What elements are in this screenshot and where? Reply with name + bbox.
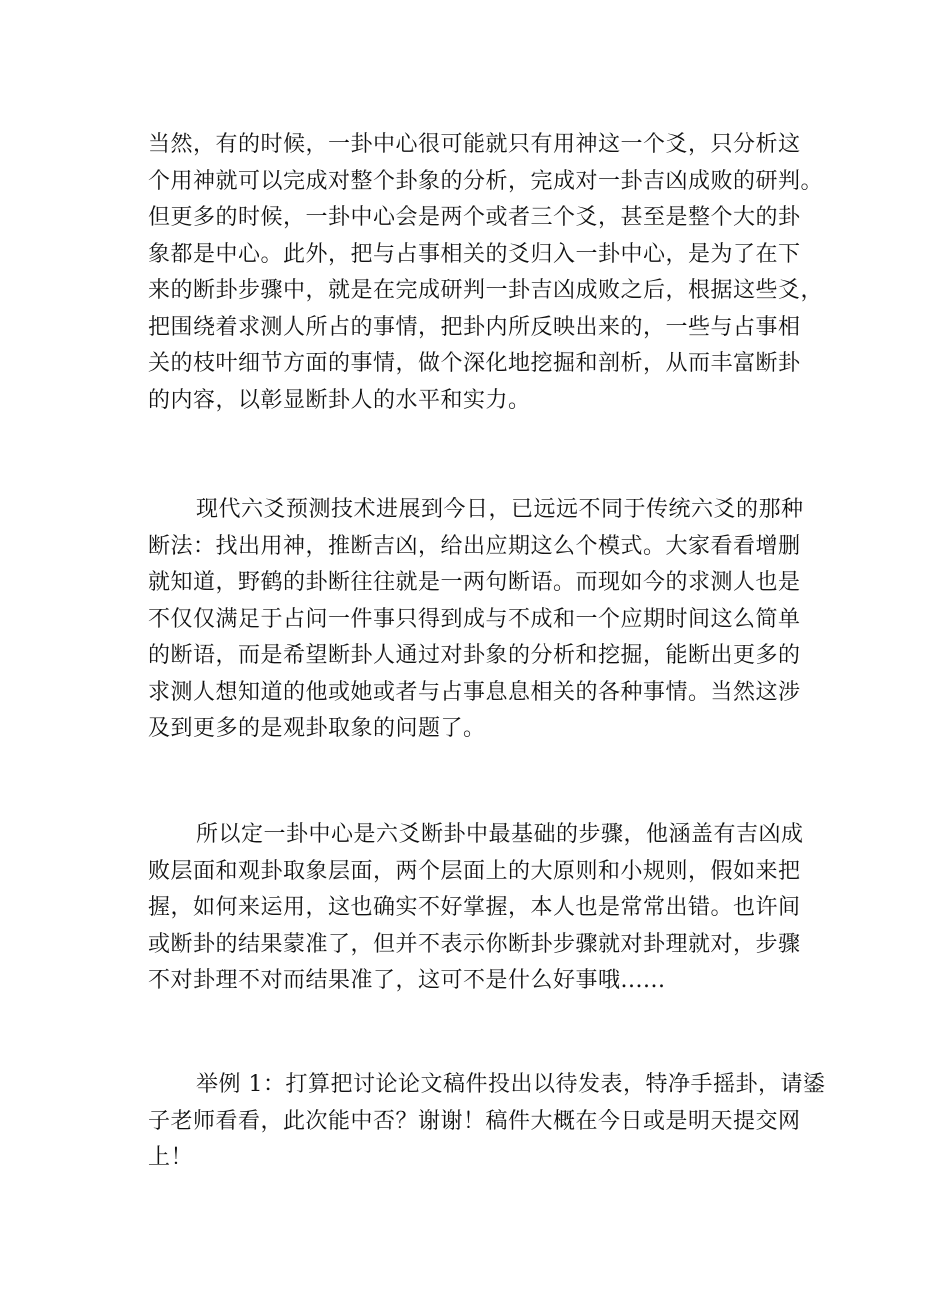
paragraph-4: [148, 1067, 878, 1177]
paragraph-1: [148, 127, 878, 419]
paragraph-2: [148, 492, 878, 748]
paragraph-line: 断法：找出用神，推断吉凶，给出应期这么个模式。大家看看增删: [148, 533, 801, 559]
paragraph-line: 败层面和观卦取象层面，两个层面上的大原则和小规则，假如来把: [148, 858, 801, 884]
paragraph-line: 所以定一卦中心是六爻断卦中最基础的步骤，他涵盖有吉凶成: [196, 822, 804, 847]
paragraph-line: 子老师看看，此次能中否？谢谢！稿件大概在今日或是明天提交网: [148, 1108, 801, 1134]
paragraph-line: 的内容，以彰显断卦人的水平和实力。: [148, 387, 531, 413]
paragraph-line: 不对卦理不对而结果准了，这可不是什么好事哦......: [148, 968, 666, 993]
paragraph-line: 但更多的时候，一卦中心会是两个或者三个爻，甚至是整个大的卦: [148, 205, 801, 230]
paragraph-line: 当然，有的时候，一卦中心很可能就只有用神这一个爻，只分析这: [148, 132, 801, 157]
paragraph-line: 把围绕着求测人所占的事情，把卦内所反映出来的，一些与占事相: [148, 314, 801, 340]
paragraph-3: [148, 817, 878, 1000]
paragraph-line: 来的断卦步骤中，就是在完成研判一卦吉凶成败之后，根据这些爻，: [148, 278, 824, 303]
paragraph-line: 就知道，野鹤的卦断往往就是一两句断语。而现如今的求测人也是: [148, 570, 801, 595]
paragraph-line: 关的枝叶细节方面的事情，做个深化地挖掘和剖析，从而丰富断卦: [148, 351, 801, 376]
paragraph-line: 的断语，而是希望断卦人通过对卦象的分析和挖掘，能断出更多的: [148, 643, 801, 668]
paragraph-line: 不仅仅满足于占问一件事只得到成与不成和一个应期时间这么简单: [148, 606, 801, 632]
paragraph-line: 现代六爻预测技术进展到今日，已远远不同于传统六爻的那种: [196, 497, 804, 522]
paragraph-line: 上！: [148, 1145, 194, 1170]
paragraph-line: 举例 1：打算把讨论论文稿件投出以待发表，特净手摇卦，请鋈: [196, 1072, 826, 1097]
paragraph-line: 或断卦的结果蒙准了，但并不表示你断卦步骤就对卦理就对，步骤: [148, 931, 801, 957]
paragraph-line: 及到更多的是观卦取象的问题了。: [148, 716, 486, 741]
paragraph-line: 个用神就可以完成对整个卦象的分析，完成对一卦吉凶成败的研判。: [148, 168, 824, 194]
paragraph-line: 求测人想知道的他或她或者与占事息息相关的各种事情。当然这涉: [148, 679, 801, 705]
paragraph-line: 象都是中心。此外，把与占事相关的爻归入一卦中心，是为了在下: [148, 241, 801, 267]
paragraph-line: 握，如何来运用，这也确实不好掌握，本人也是常常出错。也许间: [148, 895, 801, 920]
